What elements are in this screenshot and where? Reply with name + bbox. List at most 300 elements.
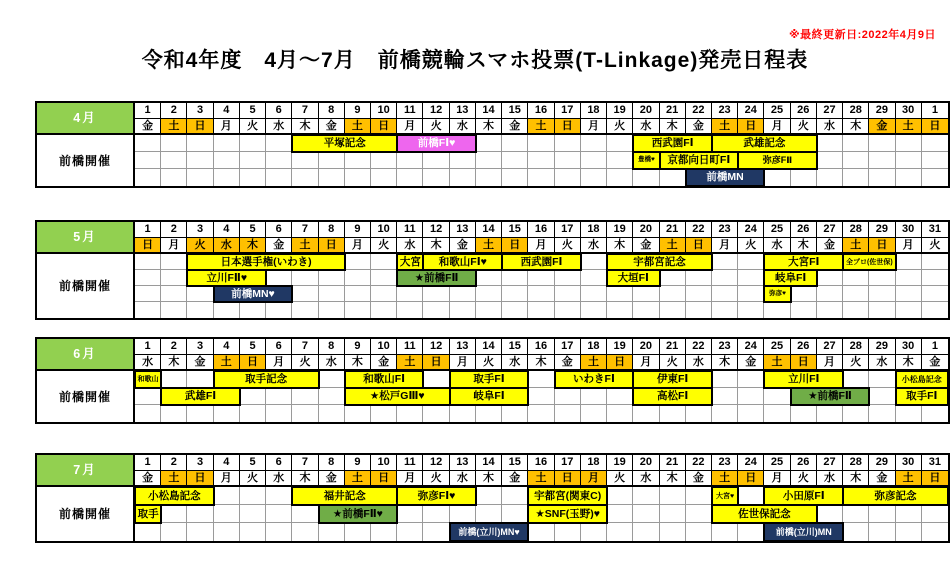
weekday-cell: 水 xyxy=(817,119,843,135)
grid-cell xyxy=(423,286,449,302)
weekday-cell: 土 xyxy=(397,355,423,371)
grid-cell xyxy=(266,135,292,152)
event-bar: 日本選手権(いわき) xyxy=(186,253,345,271)
grid-cell xyxy=(214,505,240,523)
grid-cell xyxy=(187,169,213,186)
grid-cell xyxy=(161,169,187,186)
day-number-cell: 18 xyxy=(581,103,607,119)
grid-cell xyxy=(135,405,161,422)
weekday-cell: 月 xyxy=(450,355,476,371)
weekday-cell: 水 xyxy=(764,238,790,254)
weekday-cell: 日 xyxy=(423,355,449,371)
event-bar: 弥彦FⅡ xyxy=(737,151,818,170)
update-note: ※最終更新日:2022年4月9日 xyxy=(788,29,936,41)
event-bar: ★松戸GⅢ♥ xyxy=(344,387,451,406)
weekday-cell: 金 xyxy=(502,471,528,487)
grid-cell xyxy=(791,169,817,186)
grid-cell xyxy=(135,169,161,186)
day-number-cell: 26 xyxy=(791,222,817,238)
day-number-cell: 5 xyxy=(240,103,266,119)
weekday-cell: 月 xyxy=(528,238,554,254)
grid-cell xyxy=(214,405,240,422)
weekday-cell: 土 xyxy=(764,355,790,371)
event-bar: 福井記念 xyxy=(291,486,398,506)
grid-cell xyxy=(345,286,371,302)
grid-cell xyxy=(764,388,790,405)
month-section xyxy=(35,101,950,188)
grid-cell xyxy=(922,286,948,302)
day-number-cell: 6 xyxy=(266,455,292,471)
grid-cell xyxy=(528,523,554,541)
day-number-cell: 29 xyxy=(869,455,895,471)
event-bar: 宇都宮(関東C) xyxy=(527,486,608,506)
grid-cell xyxy=(817,286,843,302)
grid-cell xyxy=(187,505,213,523)
month-label: 6月 xyxy=(37,339,135,371)
weekday-cell: 水 xyxy=(502,355,528,371)
grid-cell xyxy=(764,302,790,318)
grid-cell xyxy=(817,135,843,152)
event-bar: 和歌山FⅠ xyxy=(344,370,425,389)
weekday-cell: 日 xyxy=(555,471,581,487)
day-number-cell: 1 xyxy=(135,222,161,238)
weekday-cell: 水 xyxy=(266,119,292,135)
day-number-cell: 17 xyxy=(555,339,581,355)
weekday-cell: 土 xyxy=(345,471,371,487)
day-number-cell: 8 xyxy=(319,339,345,355)
grid-cell xyxy=(423,505,449,523)
day-number-cell: 3 xyxy=(187,103,213,119)
grid-cell xyxy=(476,135,502,152)
grid-cell xyxy=(292,152,318,169)
grid-cell xyxy=(135,135,161,152)
grid-cell xyxy=(450,152,476,169)
grid-cell xyxy=(371,523,397,541)
grid-cell xyxy=(869,505,895,523)
event-bar: 京都向日町FⅠ xyxy=(659,151,740,170)
day-number-cell: 19 xyxy=(607,103,633,119)
day-number-cell: 11 xyxy=(397,455,423,471)
weekday-cell: 火 xyxy=(791,119,817,135)
grid-cell xyxy=(450,405,476,422)
event-bar: 西武園FⅠ xyxy=(632,134,713,153)
weekday-cell: 金 xyxy=(738,355,764,371)
grid-cell xyxy=(869,388,895,405)
day-number-cell: 1 xyxy=(135,455,161,471)
grid-cell xyxy=(738,487,764,505)
venue-label: 前橋開催 xyxy=(37,371,135,422)
grid-cell xyxy=(843,523,869,541)
day-number-cell: 10 xyxy=(371,339,397,355)
day-number-cell: 3 xyxy=(187,222,213,238)
weekday-cell: 月 xyxy=(345,238,371,254)
day-number-cell: 1 xyxy=(135,339,161,355)
grid-cell xyxy=(633,487,659,505)
grid-cell xyxy=(607,169,633,186)
weekday-cell: 日 xyxy=(738,471,764,487)
weekday-cell: 金 xyxy=(187,355,213,371)
grid-cell xyxy=(371,405,397,422)
event-bar: ★前橋FⅡ xyxy=(790,387,871,406)
grid-cell xyxy=(345,270,371,286)
grid-cell xyxy=(633,523,659,541)
grid-cell xyxy=(187,152,213,169)
grid-cell xyxy=(660,169,686,186)
weekday-cell: 土 xyxy=(345,119,371,135)
grid-cell xyxy=(161,270,187,286)
day-number-cell: 26 xyxy=(791,455,817,471)
grid-cell xyxy=(135,152,161,169)
weekday-cell: 土 xyxy=(214,355,240,371)
grid-cell xyxy=(135,254,161,270)
weekday-cell: 木 xyxy=(292,119,318,135)
weekday-cell: 水 xyxy=(817,471,843,487)
grid-cell xyxy=(319,523,345,541)
grid-cell xyxy=(555,302,581,318)
grid-cell xyxy=(843,505,869,523)
weekday-cell: 日 xyxy=(607,355,633,371)
event-bar: 武雄記念 xyxy=(711,134,818,153)
day-number-cell: 6 xyxy=(266,222,292,238)
grid-cell xyxy=(450,505,476,523)
grid-cell xyxy=(896,523,922,541)
grid-cell xyxy=(581,135,607,152)
day-number-cell: 25 xyxy=(764,222,790,238)
day-number-cell: 27 xyxy=(817,339,843,355)
grid-cell xyxy=(292,169,318,186)
weekday-cell: 日 xyxy=(555,119,581,135)
grid-cell xyxy=(896,405,922,422)
grid-cell xyxy=(869,270,895,286)
day-number-cell: 9 xyxy=(345,103,371,119)
grid-cell xyxy=(555,270,581,286)
weekday-cell: 月 xyxy=(581,119,607,135)
weekday-cell: 月 xyxy=(817,355,843,371)
weekday-cell: 月 xyxy=(764,471,790,487)
grid-cell xyxy=(214,487,240,505)
grid-cell xyxy=(292,523,318,541)
grid-cell xyxy=(738,286,764,302)
grid-cell xyxy=(738,523,764,541)
day-number-cell: 22 xyxy=(686,103,712,119)
day-number-cell: 26 xyxy=(791,103,817,119)
grid-cell xyxy=(660,286,686,302)
grid-cell xyxy=(266,405,292,422)
grid-cell xyxy=(660,270,686,286)
grid-cell xyxy=(187,371,213,388)
grid-cell xyxy=(187,302,213,318)
event-bar: 弥彦記念 xyxy=(842,486,949,506)
grid-cell xyxy=(528,286,554,302)
grid-cell xyxy=(423,371,449,388)
grid-cell xyxy=(371,169,397,186)
grid-cell xyxy=(607,388,633,405)
day-number-cell: 3 xyxy=(187,455,213,471)
day-number-cell: 28 xyxy=(843,455,869,471)
weekday-cell: 金 xyxy=(555,355,581,371)
grid-cell xyxy=(922,135,948,152)
day-number-cell: 9 xyxy=(345,339,371,355)
grid-cell xyxy=(922,405,948,422)
weekday-cell: 水 xyxy=(450,119,476,135)
grid-cell xyxy=(502,152,528,169)
day-number-cell: 15 xyxy=(502,339,528,355)
grid-cell xyxy=(817,302,843,318)
day-number-cell: 23 xyxy=(712,222,738,238)
grid-cell xyxy=(712,523,738,541)
grid-cell xyxy=(319,152,345,169)
day-number-cell: 19 xyxy=(607,339,633,355)
grid-cell xyxy=(266,487,292,505)
event-bar: 取手 xyxy=(134,504,162,524)
weekday-cell: 火 xyxy=(555,238,581,254)
grid-cell xyxy=(922,254,948,270)
day-number-cell: 10 xyxy=(371,103,397,119)
day-number-cell: 4 xyxy=(214,455,240,471)
day-number-cell: 17 xyxy=(555,103,581,119)
venue-label: 前橋開催 xyxy=(37,135,135,186)
grid-cell xyxy=(843,169,869,186)
grid-cell xyxy=(843,405,869,422)
grid-cell xyxy=(135,523,161,541)
grid-cell xyxy=(397,302,423,318)
weekday-cell: 水 xyxy=(214,238,240,254)
weekday-cell: 火 xyxy=(423,119,449,135)
grid-cell xyxy=(345,523,371,541)
grid-cell xyxy=(896,254,922,270)
grid-cell xyxy=(240,152,266,169)
weekday-cell: 土 xyxy=(476,238,502,254)
day-number-cell: 8 xyxy=(319,222,345,238)
grid-cell xyxy=(712,405,738,422)
weekday-cell: 木 xyxy=(660,471,686,487)
day-number-cell: 26 xyxy=(791,339,817,355)
weekday-cell: 土 xyxy=(528,471,554,487)
weekday-cell: 月 xyxy=(712,238,738,254)
grid-cell xyxy=(607,152,633,169)
event-bar: 弥彦FⅠ♥ xyxy=(396,486,477,506)
event-bar: 全プロ(佐世保) xyxy=(842,253,896,271)
weekday-cell: 水 xyxy=(266,471,292,487)
event-bar: 前橋(立川)MN♥ xyxy=(449,522,530,542)
grid-cell xyxy=(345,169,371,186)
weekday-cell: 土 xyxy=(161,119,187,135)
day-number-cell: 13 xyxy=(450,222,476,238)
grid-cell xyxy=(817,505,843,523)
day-number-cell: 1 xyxy=(135,103,161,119)
weekday-cell: 土 xyxy=(896,471,922,487)
event-bar: 伊東FⅠ xyxy=(632,370,713,389)
weekday-cell: 日 xyxy=(922,471,948,487)
grid-cell xyxy=(712,270,738,286)
weekday-cell: 金 xyxy=(633,238,659,254)
day-number-cell: 8 xyxy=(319,455,345,471)
grid-cell xyxy=(843,270,869,286)
grid-cell xyxy=(240,487,266,505)
weekday-cell: 日 xyxy=(869,238,895,254)
grid-cell xyxy=(738,254,764,270)
weekday-cell: 火 xyxy=(607,119,633,135)
grid-cell xyxy=(502,270,528,286)
day-number-cell: 13 xyxy=(450,455,476,471)
grid-cell xyxy=(633,405,659,422)
weekday-cell: 金 xyxy=(135,471,161,487)
event-bar: 前橋MN♥ xyxy=(213,285,294,303)
day-number-cell: 15 xyxy=(502,103,528,119)
weekday-cell: 金 xyxy=(319,119,345,135)
grid-cell xyxy=(581,169,607,186)
grid-cell xyxy=(869,169,895,186)
day-number-cell: 5 xyxy=(240,222,266,238)
weekday-cell: 水 xyxy=(633,471,659,487)
grid-cell xyxy=(791,405,817,422)
event-bar: 豊橋♥ xyxy=(632,151,660,170)
month-label: 4月 xyxy=(37,103,135,135)
event-bar: 大宮 xyxy=(396,253,424,271)
weekday-cell: 木 xyxy=(345,355,371,371)
grid-cell xyxy=(869,135,895,152)
grid-cell xyxy=(292,505,318,523)
grid-cell xyxy=(791,302,817,318)
day-number-cell: 1 xyxy=(922,339,948,355)
weekday-cell: 水 xyxy=(319,355,345,371)
day-number-cell: 23 xyxy=(712,339,738,355)
day-number-cell: 24 xyxy=(738,455,764,471)
weekday-cell: 水 xyxy=(686,355,712,371)
weekday-cell: 木 xyxy=(161,355,187,371)
grid-cell xyxy=(660,523,686,541)
grid-cell xyxy=(843,371,869,388)
weekday-cell: 火 xyxy=(922,238,948,254)
event-bar: 取手記念 xyxy=(213,370,320,389)
day-number-cell: 22 xyxy=(686,455,712,471)
event-bar: 取手FⅠ xyxy=(449,370,530,389)
weekday-cell: 火 xyxy=(187,238,213,254)
day-number-cell: 2 xyxy=(161,339,187,355)
grid-cell xyxy=(555,169,581,186)
day-number-cell: 7 xyxy=(292,222,318,238)
page-title: 令和4年度 4月～7月 前橋競輪スマホ投票(T-Linkage)発売日程表 xyxy=(141,49,809,72)
weekday-cell: 土 xyxy=(712,119,738,135)
event-bar: 武雄FⅠ xyxy=(160,387,241,406)
day-number-cell: 25 xyxy=(764,103,790,119)
grid-cell xyxy=(922,169,948,186)
day-number-cell: 19 xyxy=(607,222,633,238)
grid-cell xyxy=(135,388,161,405)
weekday-cell: 火 xyxy=(240,471,266,487)
weekday-cell: 水 xyxy=(135,355,161,371)
grid-cell xyxy=(896,505,922,523)
grid-cell xyxy=(345,152,371,169)
event-bar: 前橋(立川)MN xyxy=(763,522,844,542)
grid-cell xyxy=(397,286,423,302)
grid-cell xyxy=(397,152,423,169)
grid-cell xyxy=(581,254,607,270)
grid-cell xyxy=(581,405,607,422)
day-number-cell: 30 xyxy=(896,339,922,355)
day-number-cell: 14 xyxy=(476,455,502,471)
day-number-cell: 12 xyxy=(423,103,449,119)
grid-cell xyxy=(528,388,554,405)
weekday-cell: 火 xyxy=(660,355,686,371)
weekday-cell: 日 xyxy=(187,471,213,487)
weekday-cell: 日 xyxy=(371,119,397,135)
grid-cell xyxy=(450,286,476,302)
grid-cell xyxy=(686,302,712,318)
grid-cell xyxy=(896,270,922,286)
grid-cell xyxy=(660,505,686,523)
day-number-cell: 21 xyxy=(660,222,686,238)
grid-cell xyxy=(922,302,948,318)
grid-cell xyxy=(686,505,712,523)
grid-cell xyxy=(922,152,948,169)
weekday-cell: 金 xyxy=(686,471,712,487)
weekday-cell: 日 xyxy=(738,119,764,135)
event-bar: 平塚記念 xyxy=(291,134,398,153)
grid-cell xyxy=(161,152,187,169)
day-number-cell: 24 xyxy=(738,339,764,355)
day-number-cell: 20 xyxy=(633,455,659,471)
weekday-cell: 金 xyxy=(450,238,476,254)
grid-cell xyxy=(528,169,554,186)
day-number-cell: 30 xyxy=(896,103,922,119)
day-number-cell: 20 xyxy=(633,222,659,238)
venue-label: 前橋開催 xyxy=(37,487,135,541)
grid-cell xyxy=(397,405,423,422)
day-number-cell: 24 xyxy=(738,222,764,238)
grid-cell xyxy=(607,302,633,318)
grid-cell xyxy=(817,270,843,286)
day-number-cell: 9 xyxy=(345,222,371,238)
day-number-cell: 4 xyxy=(214,339,240,355)
event-bar: いわきFⅠ xyxy=(554,370,635,389)
grid-cell xyxy=(371,302,397,318)
grid-cell xyxy=(555,523,581,541)
weekday-cell: 日 xyxy=(319,238,345,254)
weekday-cell: 火 xyxy=(791,471,817,487)
grid-cell xyxy=(528,270,554,286)
day-number-cell: 14 xyxy=(476,222,502,238)
grid-cell xyxy=(581,523,607,541)
weekday-cell: 木 xyxy=(423,238,449,254)
weekday-cell: 日 xyxy=(135,238,161,254)
day-number-cell: 11 xyxy=(397,222,423,238)
grid-cell xyxy=(502,487,528,505)
grid-cell xyxy=(607,505,633,523)
grid-cell xyxy=(502,302,528,318)
grid-cell xyxy=(502,169,528,186)
day-number-cell: 12 xyxy=(423,222,449,238)
weekday-cell: 日 xyxy=(791,355,817,371)
day-number-cell: 18 xyxy=(581,222,607,238)
grid-cell xyxy=(738,302,764,318)
weekday-cell: 金 xyxy=(371,355,397,371)
grid-cell xyxy=(319,169,345,186)
grid-cell xyxy=(502,505,528,523)
grid-cell xyxy=(266,169,292,186)
grid-cell xyxy=(345,302,371,318)
grid-cell xyxy=(476,487,502,505)
grid-cell xyxy=(817,152,843,169)
grid-cell xyxy=(555,286,581,302)
weekday-cell: 土 xyxy=(896,119,922,135)
grid-cell xyxy=(423,152,449,169)
event-bar: 和歌山FⅠ♥ xyxy=(422,253,503,271)
event-bar: 小松島記念 xyxy=(895,370,949,389)
grid-cell xyxy=(187,286,213,302)
event-bar: 高松FⅠ xyxy=(632,387,713,406)
weekday-cell: 木 xyxy=(843,471,869,487)
